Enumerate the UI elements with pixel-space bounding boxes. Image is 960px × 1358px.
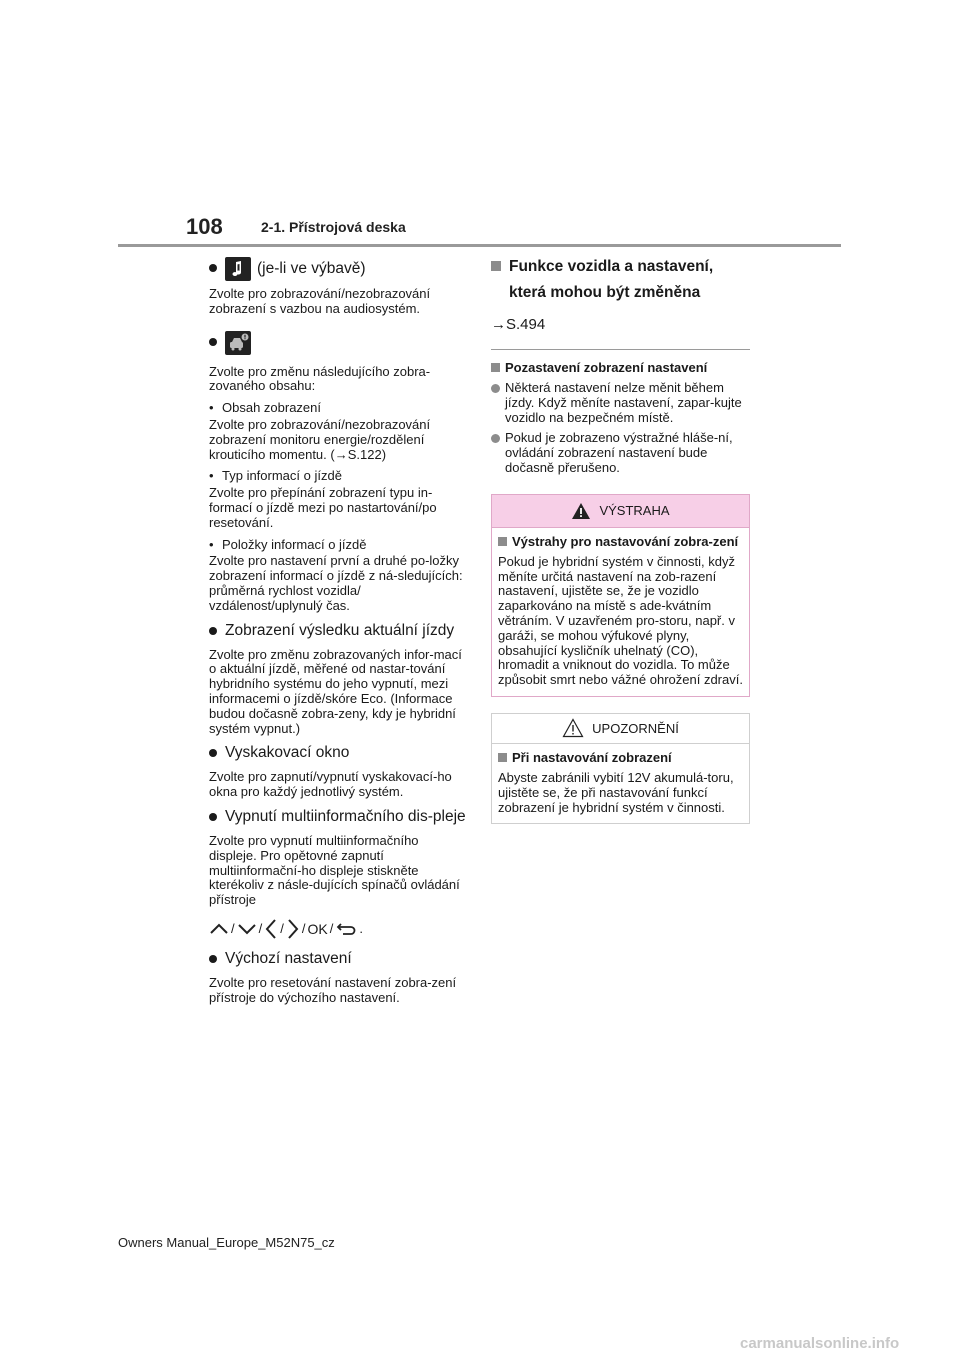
notice-box: [491, 713, 750, 824]
end-period: .: [359, 921, 363, 937]
bullet-icon: [209, 749, 217, 757]
popup-item-text: Zvolte pro zapnutí/vypnutí vyskakovací-ho okna pro každý jednotlivý systém.: [209, 769, 452, 800]
circle-bullet-icon: [491, 384, 500, 393]
square-bullet-icon: [491, 261, 501, 271]
watermark[interactable]: carmanualsonline.info: [740, 1335, 900, 1352]
audio-item-label: (je-li ve výbavě): [257, 260, 366, 278]
settings-sub-1: • Obsah zobrazení: [209, 400, 322, 416]
warning-header: [492, 495, 749, 528]
left-column: [209, 257, 467, 1006]
chevron-up-icon: [209, 922, 229, 936]
default-item-title: Výchozí nastavení: [225, 949, 352, 967]
settings-sub-2: • Typ informací o jízdě: [209, 468, 342, 484]
notice-label: UPOZORNĚNÍ: [592, 720, 679, 736]
square-bullet-icon: [491, 363, 500, 372]
bullet-icon: [209, 955, 217, 963]
popup-item: [209, 742, 467, 764]
mid-off-item-title: Vypnutí multiinformačního dis-pleje: [225, 807, 466, 825]
audio-item-text: Zvolte pro zobrazování/nezobrazování zobrazení s vazbou na audiosystém.: [209, 286, 431, 316]
separator: /: [329, 921, 334, 937]
bullet-icon: [209, 264, 217, 272]
chevron-right-icon: [286, 918, 300, 940]
default-item: [209, 948, 467, 970]
result-item-title: Zobrazení výsledku aktuální jízdy: [225, 621, 455, 639]
vehicle-settings-icon: [225, 331, 251, 355]
pause-item-text: Některá nastavení nelze měnit během jízdy. Když měníte nastavení, zapar-kujte vozidlo na bezpečném místě.: [505, 380, 742, 425]
back-arrow-icon: [335, 921, 357, 937]
music-note-icon: [225, 257, 251, 281]
pause-title: Pozastavení zobrazení nastavení: [505, 360, 708, 375]
square-bullet-icon: [498, 753, 507, 762]
result-item: [209, 620, 467, 642]
control-buttons-row: [209, 918, 467, 940]
functions-heading: [491, 254, 750, 306]
bullet-icon: [209, 627, 217, 635]
settings-intro: Zvolte pro změnu následujícího zobra-zovaného obsahu:: [209, 363, 431, 394]
result-item-text: Zvolte pro změnu zobrazovaných infor-mací o aktuální jízdě, měřené od nastar-tování hybridního systému do jeho vypnutí, mezi informacemi o jízdě/skóre Eco. (Informace budou dočasně zobra-zeny, kdy je hybridní systém vypnut.): [209, 646, 462, 736]
separator: /: [231, 921, 235, 937]
section-divider: [491, 349, 750, 350]
footer-text: Owners Manual_Europe_M52N75_cz: [118, 1235, 335, 1250]
bullet-icon: [209, 813, 217, 821]
bullet-icon: [209, 338, 217, 346]
settings-sub-3: • Položky informací o jízdě: [209, 536, 367, 552]
square-bullet-icon: [498, 537, 507, 546]
settings-sub-3-text: Zvolte pro nastavení první a druhé po-ložky zobrazení informací o jízdě z ná-sledujících: průměrná rychlost vozidla/ vzdálenost/uplynulý čas.: [209, 553, 463, 613]
mid-off-item: [209, 806, 467, 828]
pause-item-text: Pokud je zobrazeno výstražné hláše-ní, ovládání zobrazení nastavení bude dočasně přerušeno.: [505, 430, 733, 475]
audio-item: [209, 257, 467, 281]
page-reference: →S.494: [491, 316, 546, 333]
header-divider: [118, 244, 841, 247]
chevron-left-icon: [264, 918, 278, 940]
separator: /: [258, 921, 263, 937]
warning-title: Výstrahy pro nastavování zobra-zení: [512, 533, 739, 549]
page-number: 108: [186, 214, 223, 239]
sub-title: Obsah zobrazení: [222, 400, 322, 416]
notice-title: Při nastavování zobrazení: [512, 749, 672, 765]
pause-item-1: [491, 381, 750, 425]
mid-off-item-text: Zvolte pro vypnutí multiinformačního displeje. Pro opětovné zapnutí multiinformační-ho displeje stiskněte kterékoliv z násle-dujících spínačů ovládání přístroje: [209, 832, 460, 908]
separator: /: [280, 921, 284, 937]
caution-triangle-icon: [562, 718, 584, 738]
notice-heading: [498, 750, 743, 765]
separator: /: [301, 921, 306, 937]
circle-bullet-icon: [491, 434, 500, 443]
sub-title: Typ informací o jízdě: [222, 468, 342, 484]
popup-item-title: Vyskakovací okno: [225, 744, 350, 762]
section-title: 2-1. Přístrojová deska: [261, 219, 406, 235]
settings-item: [209, 331, 467, 355]
pause-heading: [491, 360, 750, 375]
functions-title: Funkce vozidla a nastavení, která mohou být změněna: [509, 258, 714, 301]
warning-text: Pokud je hybridní systém v činnosti, když měníte určitá nastavení na zob-razení nastavení, ujistěte se, že je vozidlo zaparkováno na místě s ade-kvátním větráním. V uzavřeném pro-storu, např. v garáži, se mohou výfukové plyny, obsahující kysličník uhelnatý (CO), hromadit a vniknout do vozidla. To může způsobit smrt nebo vážné ohrožení zdraví.: [498, 553, 743, 688]
warning-label: VÝSTRAHA: [599, 503, 670, 519]
warning-heading: [498, 534, 743, 549]
notice-text: Abyste zabránili vybití 12V akumulá-toru, ujistěte se, že při nastavování funkcí zobrazení je hybridní systém v činnosti.: [498, 769, 734, 815]
pause-item-2: [491, 431, 750, 475]
notice-header: [492, 714, 749, 744]
default-item-text: Zvolte pro resetování nastavení zobra-zení přístroje do výchozího nastavení.: [209, 974, 457, 1005]
ok-button-label: OK: [307, 920, 328, 937]
right-column: [491, 254, 750, 824]
settings-sub-1-text: Zvolte pro zobrazování/nezobrazování zobrazení monitoru energie/rozdělení krouticího momentu. (→S.122): [209, 416, 431, 462]
warning-box: [491, 494, 750, 697]
warning-triangle-icon: [571, 502, 591, 520]
settings-sub-2-text: Zvolte pro přepínání zobrazení typu in-formací o jízdě mezi po nastartování/po resetování.: [209, 485, 437, 530]
sub-title: Položky informací o jízdě: [222, 536, 367, 552]
chevron-down-icon: [237, 922, 257, 936]
